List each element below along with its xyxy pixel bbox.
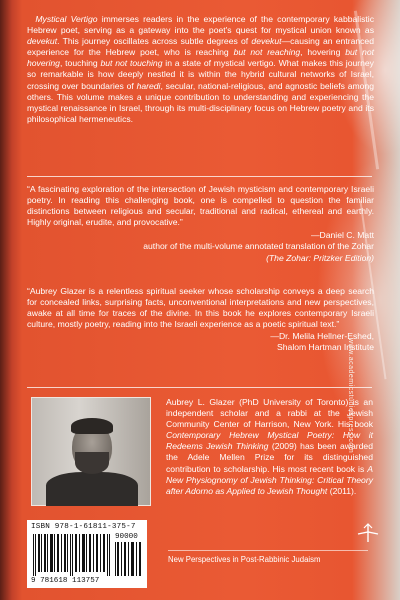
description-text: immerses readers in the experience of the contemporary kabbalistic Hebrew poet, serving as a gateway into the poet's quest for mystical union known as bbox=[27, 14, 375, 36]
quote-author: —Dr. Melila Hellner-Eshed, bbox=[270, 331, 374, 342]
quote-author-role: author of the multi-volume annotated translation of the Zohar bbox=[143, 241, 374, 252]
quote-author: —Daniel C. Matt bbox=[310, 230, 374, 241]
series-title: New Perspectives in Post-Rabbinic Judaism bbox=[168, 555, 321, 564]
publisher-website: www.academicstudiespress.com bbox=[347, 338, 354, 454]
quote-author-institute: Shalom Hartman Institute bbox=[277, 342, 374, 353]
book-title: Mystical Vertigo bbox=[35, 14, 98, 24]
term-devekut: devekut bbox=[27, 36, 58, 47]
bio-text: (2011). bbox=[329, 485, 357, 496]
bio-text: Aubrey L. Glazer (PhD University of Toronto) is an independent scholar and a rabbi at the Jewish Community Center of Harrison, New York. His book bbox=[166, 397, 373, 430]
quote-author-work bbox=[27, 253, 374, 264]
photo-beard bbox=[75, 452, 109, 474]
barcode-digits: 9 781618 113757 bbox=[31, 577, 100, 585]
photo-hair bbox=[71, 418, 113, 434]
quote-text: “Aubrey Glazer is a relentless spiritual seeker whose scholarship conveys a deep search for concealed links, surprising facts, unconventional interpretations and new perspectives, awake at all time for traces of the divine. In this book he explores contemporary Israeli culture, mostly poetry, reading into the Israeli experience as a poetic spiritual text.” bbox=[27, 286, 374, 330]
quote-text: “A fascinating exploration of the intersection of Jewish mysticism and contemporary Israeli poetry. In reading this challenging book, one is compelled to question the familiar distinctions between religious and secular, traditional and radical, ethereal and earthly. Highly original, erudite, and provocative.” bbox=[27, 184, 374, 228]
price-barcode-bars bbox=[115, 542, 143, 576]
description-text: —causing an entranced experience for the Hebrew poet, who is reaching bbox=[27, 36, 374, 58]
barcode-bars bbox=[33, 534, 111, 576]
bio-text: (2009) has been awarded the Adele Mellen Prize for its distinguished contribution to scholarship. His most recent book is bbox=[166, 441, 373, 474]
description-block bbox=[27, 14, 374, 125]
description-text: , touching bbox=[59, 58, 98, 69]
term-devekut: devekut bbox=[251, 36, 282, 47]
barcode bbox=[27, 520, 147, 588]
price-code: 90000 bbox=[115, 533, 138, 541]
description-paragraph bbox=[27, 14, 374, 125]
phrase-italic: but not touching bbox=[100, 58, 163, 69]
description-text: in a state of mystical vertigo. What makes this journey so remarkable is how deeply nestled it is within the hybrid cultural networks of Israel, crossing over boundaries of bbox=[27, 58, 374, 91]
bio-book-title: A New Physiognomy of Jewish Thinking: Critical Theory after Adorno as Applied to Jewish Thought bbox=[166, 463, 373, 496]
section-divider bbox=[27, 176, 372, 177]
section-divider bbox=[27, 387, 372, 388]
author-photo bbox=[31, 397, 151, 506]
photo-body bbox=[46, 472, 138, 506]
isbn-label: ISBN 978-1-61811-375-7 bbox=[31, 523, 136, 531]
description-text: . This journey oscillates across subtle degrees of bbox=[57, 36, 249, 47]
bio-book-title: Contemporary Hebrew Mystical Poetry: How it Redeems Jewish Thinking bbox=[166, 430, 373, 452]
endorsement-hellner-eshed bbox=[27, 286, 374, 354]
author-bio bbox=[166, 397, 373, 497]
series-divider bbox=[168, 550, 368, 551]
phrase-italic: but not hovering bbox=[27, 47, 375, 69]
zohar-title: (The Zohar: Pritzker Edition) bbox=[266, 252, 374, 263]
description-text: , hovering bbox=[300, 47, 341, 58]
term-haredi: haredi bbox=[136, 80, 161, 91]
publisher-logo-icon bbox=[355, 520, 381, 546]
description-text: , secular, national-religious, and agnostic beliefs among others. This volume makes a unique contribution to understanding and experiencing the mystical renaissance in Israel, through its multi-disciplinary focus on Hebrew poetry and its philosophical hermeneutics. bbox=[27, 80, 375, 124]
phrase-italic: but not reaching bbox=[233, 47, 301, 58]
endorsement-matt bbox=[27, 184, 374, 264]
